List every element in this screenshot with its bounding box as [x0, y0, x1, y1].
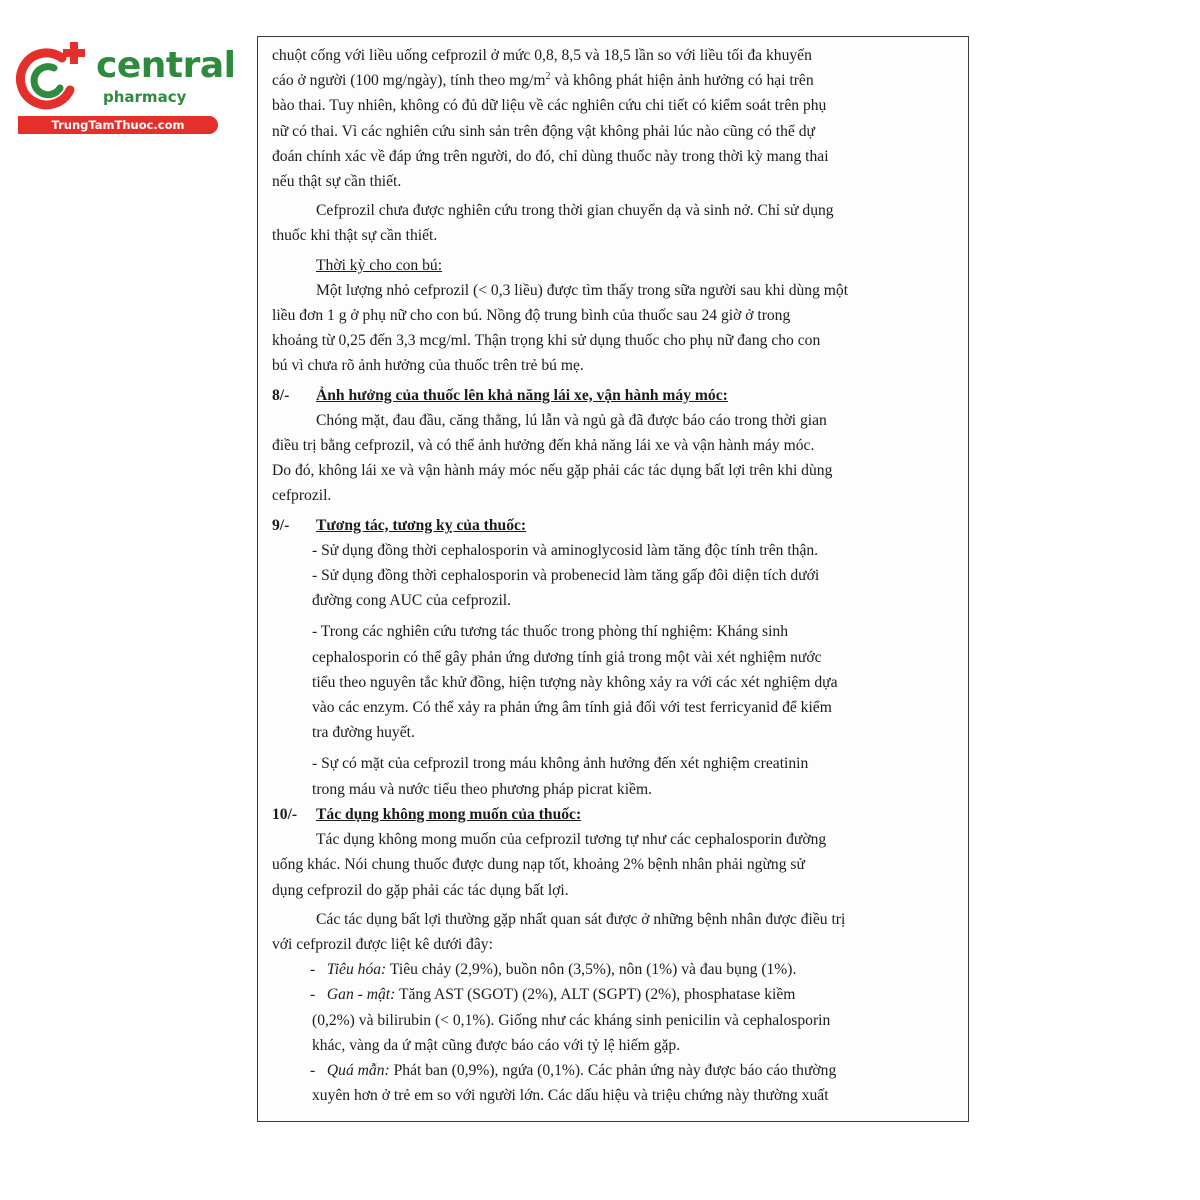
text-line: bú vì chưa rõ ảnh hưởng của thuốc trên trẻ bú mẹ. — [272, 357, 584, 375]
text-line: cefprozil. — [272, 487, 332, 505]
section-title: Tác dụng không mong muốn của thuốc: — [316, 805, 582, 823]
text-line: trong máu và nước tiểu theo phương pháp picrat kiềm. — [312, 780, 652, 798]
central-logo-icon — [10, 38, 90, 118]
bullet-line: - Sự có mặt của cefprozil trong máu không ảnh hưởng đến xét nghiệm creatinin — [312, 755, 809, 773]
text-line: nếu thật sự cần thiết. — [272, 173, 402, 191]
text-line: Tác dụng không mong muốn của cefprozil tương tự như các cephalosporin đường — [316, 831, 827, 849]
section-number: 8/- — [272, 386, 290, 404]
text-line: khoảng từ 0,25 đến 3,3 mcg/ml. Thận trọng khi sử dụng thuốc cho phụ nữ đang cho con — [272, 332, 821, 350]
text-line: (0,2%) và bilirubin (< 0,1%). Giống như các kháng sinh penicilin và cephalosporin — [312, 1011, 831, 1029]
section-heading-8 — [272, 383, 962, 408]
text-line: cáo ở người (100 mg/ngày), tính theo $mg/m^2$ và không phát hiện ảnh hưởng có hại trên — [272, 71, 814, 90]
logo-website-banner: TrungTamThuoc.com — [18, 116, 218, 134]
text-line: Chóng mặt, đau đầu, căng thẳng, lú lẫn và ngủ gà đã được báo cáo trong thời gian — [316, 411, 827, 429]
text-line: Một lượng nhỏ cefprozil (< 0,3 liều) được tìm thấy trong sữa người sau khi dùng một — [316, 281, 849, 299]
text-line: điều trị bằng cefprozil, và có thể ảnh hưởng đến khả năng lái xe và vận hành máy móc. — [272, 437, 815, 455]
logo-brand-name: central — [96, 45, 236, 86]
section-heading-10 — [272, 802, 962, 827]
section-number: 10/- — [272, 805, 298, 823]
logo-subtitle: pharmacy — [103, 88, 187, 106]
document-page — [257, 36, 969, 1122]
section-title: Tương tác, tương kỵ của thuốc: — [316, 516, 527, 534]
section-number: 9/- — [272, 516, 290, 534]
text-line: tiểu theo nguyên tắc khử đồng, hiện tượng này không xảy ra với các xét nghiệm dựa — [312, 673, 838, 691]
text-line: xuyên hơn ở trẻ em so với người lớn. Các dấu hiệu và triệu chứng này thường xuất — [312, 1087, 829, 1105]
text-line: Các tác dụng bất lợi thường gặp nhất quan sát được ở những bệnh nhân được điều trị — [316, 910, 846, 928]
text-line: đoán chính xác về đáp ứng trên người, do đó, chỉ dùng thuốc này trong thời kỳ mang thai — [272, 147, 829, 165]
text-line: với cefprozil được liệt kê dưới đây: — [272, 935, 493, 953]
text-line: cephalosporin có thể gây phản ứng dương tính giả trong một vài xét nghiệm nước — [312, 648, 822, 666]
text-line: liều đơn 1 g ở phụ nữ cho con bú. Nồng độ trung bình của thuốc sau 24 giờ ở trong — [272, 307, 791, 325]
text-line: Do đó, không lái xe và vận hành máy móc nếu gặp phải các tác dụng bất lợi trên khi dùng — [272, 462, 833, 480]
text-line: thuốc khi thật sự cần thiết. — [272, 227, 438, 245]
document-content — [272, 43, 962, 1108]
text-line: nữ có thai. Vì các nghiên cứu sinh sản trên động vật không phải lúc nào cũng có thể dự — [272, 122, 815, 140]
effect-line-allergy: - Quá mẫn: Phát ban (0,9%), ngứa (0,1%). Các phản ứng này được báo cáo thường — [310, 1061, 837, 1079]
text-line: uống khác. Nói chung thuốc được dung nạp tốt, khoảng 2% bệnh nhân phải ngừng sử — [272, 856, 805, 874]
text-line: dụng cefprozil do gặp phải các tác dụng bất lợi. — [272, 881, 569, 899]
bullet-line: - Sử dụng đồng thời cephalosporin và probenecid làm tăng gấp đôi diện tích dưới — [312, 567, 820, 585]
bullet-line: - Sử dụng đồng thời cephalosporin và aminoglycosid làm tăng độc tính trên thận. — [312, 541, 819, 559]
text-line: tra đường huyết. — [312, 724, 415, 742]
text-line: đường cong AUC của cefprozil. — [312, 592, 512, 610]
superscript: 2 — [545, 71, 551, 83]
section-heading-9 — [272, 513, 962, 538]
effect-line-digestive: - Tiêu hóa: Tiêu chảy (2,9%), buồn nôn (3,5%), nôn (1%) và đau bụng (1%). — [310, 961, 797, 979]
effect-term: Tiêu hóa: — [326, 961, 387, 979]
bullet-line: - Trong các nghiên cứu tương tác thuốc trong phòng thí nghiệm: Kháng sinh — [312, 623, 789, 641]
text-line: chuột cống với liều uống cefprozil ở mức 0,8, 8,5 và 18,5 lần so với liều tối đa khuyến — [272, 47, 812, 64]
subheading-lactation: Thời kỳ cho con bú: — [316, 256, 443, 274]
text-line: Cefprozil chưa được nghiên cứu trong thời gian chuyển dạ và sinh nở. Chỉ sử dụng — [316, 202, 834, 220]
effect-term: Quá mẫn: — [326, 1061, 390, 1079]
text-line: khác, vàng da ứ mật cũng được báo cáo với tỷ lệ hiếm gặp. — [312, 1036, 681, 1054]
pharmacy-logo — [10, 36, 236, 136]
text-line: bào thai. Tuy nhiên, không có đủ dữ liệu về các nghiên cứu chi tiết có kiểm soát trên phụ — [272, 97, 827, 115]
effect-line-liver: - Gan - mật: Tăng AST (SGOT) (2%), ALT (SGPT) (2%), phosphatase kiềm — [310, 986, 796, 1004]
text-line: vào các enzym. Có thể xảy ra phản ứng âm tính giả đối với test ferricyanid để kiểm — [312, 699, 832, 717]
effect-term: Gan - mật: — [326, 986, 396, 1004]
section-title: Ảnh hưởng của thuốc lên khả năng lái xe, vận hành máy móc: — [316, 386, 728, 404]
